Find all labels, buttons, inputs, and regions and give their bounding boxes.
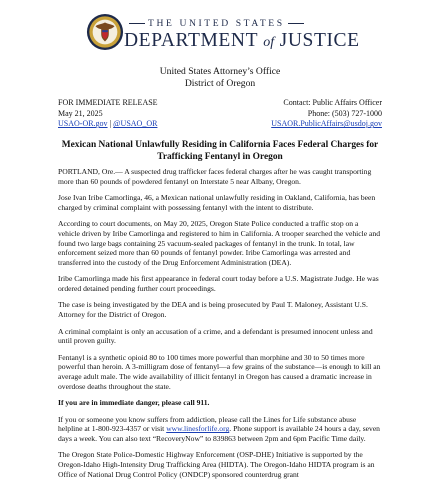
paragraph-10: The Oregon State Police-Domestic Highway Enforcement (OSP-DHE) Initiative is supported by the Oregon-Idaho High-Intensity Drug Trafficking Area (HIDTA). The Oregon-Idaho HIDTA program is an Office of National Drug Control Policy (ONDCP) sponsored counterdrug grant bbox=[58, 450, 375, 479]
contact-label: Contact: Public Affairs Officer bbox=[283, 98, 382, 107]
office-name: United States Attorney’s Office bbox=[159, 66, 281, 77]
twitter-link[interactable]: @USAO_OR bbox=[113, 119, 158, 129]
department-title bbox=[124, 30, 434, 52]
social-links bbox=[58, 119, 158, 130]
contact-phone: Phone: (503) 727-1000 bbox=[307, 108, 382, 118]
department-title-post: JUSTICE bbox=[279, 30, 360, 51]
linesforlife-link[interactable]: www.linesforlife.org bbox=[166, 424, 230, 434]
paragraph-3: According to court documents, on May 20, 2025, Oregon State Police conducted a traffic stop on a vehicle driven by Iribe Camorlinga and registered to him in California. A trooper searched the vehicle and found two large bags containing 25 vacuum-sealed packages of fentanyl in the trunk. In total, law enforcement seized more than 60 pounds of fentanyl powder. Iribe Camorlinga was arrested and transferred into the custody of the Drug Enforcement Administration (DEA). bbox=[58, 219, 380, 267]
header-top-line bbox=[126, 18, 426, 29]
social-separator: | bbox=[107, 119, 114, 129]
header-rule-left bbox=[129, 23, 145, 24]
paragraph-2: Jose Ivan Iribe Camorlinga, 46, a Mexican national unlawfully residing in Oakland, California, has been charged by criminal complaint with possessing fentanyl with the intent to distribute. bbox=[58, 193, 376, 212]
release-meta-left bbox=[58, 98, 158, 130]
doj-seal-icon bbox=[86, 13, 124, 51]
paragraph-7: Fentanyl is a synthetic opioid 80 to 100 times more powerful than morphine and 30 to 50 times more powerful than heroin. A 3-milligram dose of fentanyl—a few grains of the substance—is enough to kill an average adult male. The wide availability of illicit fentanyl in Oregon has caused a dramatic increase in overdose deaths throughout the state. bbox=[58, 352, 381, 391]
office-district: District of Oregon bbox=[184, 78, 256, 89]
paragraph-9-pre: If you or someone you know suffers from addiction, please call the Lines for Life substance abuse helpline at 1-800-923-4357 or visit bbox=[58, 414, 357, 434]
paragraph-5: The case is being investigated by the DEA and is being prosecuted by Paul T. Maloney, Assistant U.S. Attorney for the District of Oregon. bbox=[58, 300, 368, 320]
press-release-body bbox=[58, 167, 382, 486]
release-date: May 21, 2025 bbox=[58, 108, 103, 118]
contact-email-link[interactable]: USAOR.PublicAffairs@usdoj.gov bbox=[271, 119, 382, 129]
paragraph-4: Iribe Camorlinga made his first appearance in federal court today before a U.S. Magistrate Judge. He was ordered detained pending further court proceedings. bbox=[58, 274, 379, 293]
release-meta-right bbox=[271, 98, 382, 130]
department-title-of: of bbox=[263, 35, 275, 50]
paragraph-1: PORTLAND, Ore.— A suspected drug trafficker faces federal charges after he was caught transporting more than 60 pounds of powdered fentanyl on Interstate 5 near Albany, Oregon. bbox=[58, 167, 372, 186]
release-immediacy: FOR IMMEDIATE RELEASE bbox=[58, 98, 158, 107]
paragraph-9-post: . Phone support is available 24 hours a day, seven days a week. You can also text “RecoveryNow” to 839863 between 2pm and 6pm Pacific Time daily. bbox=[58, 424, 380, 443]
department-title-pre: DEPARTMENT bbox=[124, 30, 258, 51]
header-top-text: THE UNITED STATES bbox=[148, 18, 285, 29]
paragraph-6: A criminal complaint is only an accusation of a crime, and a defendant is presumed innocent unless and until proven guilty. bbox=[58, 326, 373, 346]
paragraph-9 bbox=[58, 415, 382, 444]
website-link[interactable]: USAO-OR.gov bbox=[58, 119, 108, 129]
press-release-headline: Mexican National Unlawfully Residing in California Faces Federal Charges for Trafficking Fentanyl in Oregon bbox=[61, 140, 379, 162]
header-rule-right bbox=[288, 23, 304, 24]
emergency-notice: If you are in immediate danger, please call 911. bbox=[58, 398, 210, 408]
